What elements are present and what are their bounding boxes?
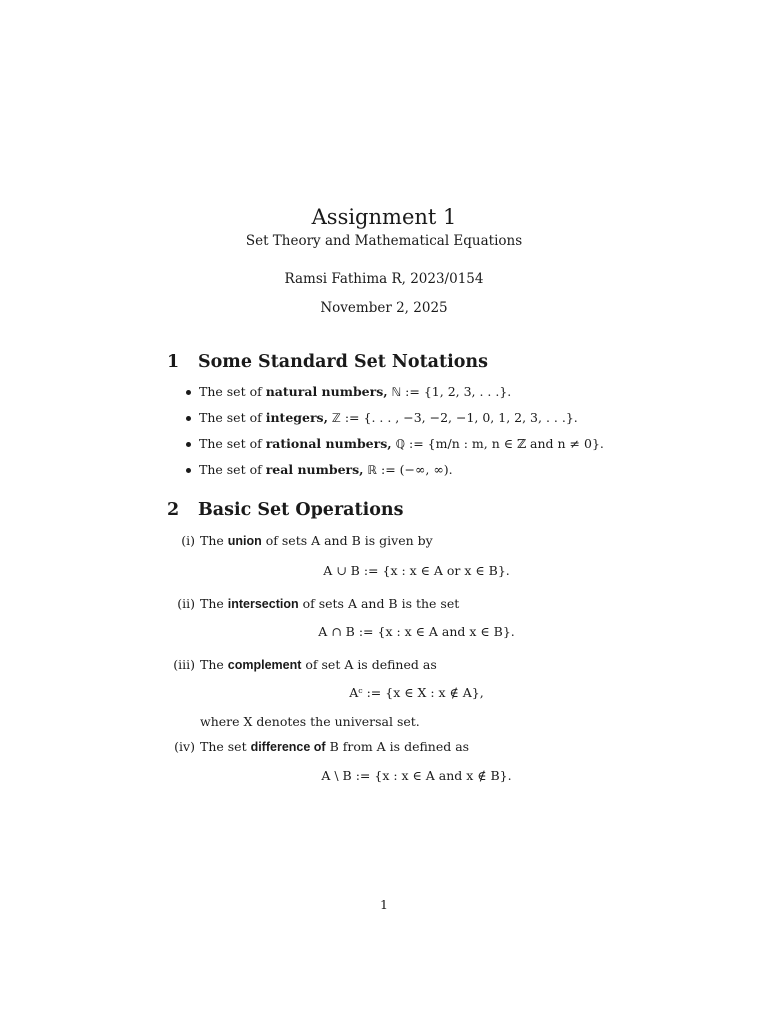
item-prefix: The set of	[199, 462, 266, 477]
item-expression: := {m/n : m, n ∈ ℤ and n ≠ 0}.	[405, 436, 604, 451]
item-label: (iii)	[173, 657, 195, 672]
document-date: November 2, 2025	[320, 300, 448, 316]
item-label: (ii)	[177, 596, 195, 611]
item-continuation	[167, 713, 627, 731]
item-suffix: of sets A and B is given by	[261, 533, 433, 548]
item-prefix: The	[200, 533, 228, 548]
page-number: 1	[380, 897, 388, 912]
bullet-icon	[186, 416, 191, 421]
item-prefix: The set of	[199, 384, 266, 399]
item-symbol: ℚ	[395, 437, 406, 451]
list-item	[186, 461, 604, 487]
display-equation	[167, 684, 627, 702]
item-term: complement	[227, 658, 302, 672]
document-subtitle: Set Theory and Mathematical Equations	[245, 233, 523, 249]
section-number: 1	[167, 352, 180, 372]
enumerated-item	[167, 656, 627, 674]
item-prefix: The	[200, 657, 228, 672]
item-suffix: of sets A and B is the set	[298, 596, 460, 611]
display-equation	[167, 767, 627, 785]
item-suffix: of set A is defined as	[301, 657, 437, 672]
item-expression: := {. . . , −3, −2, −1, 0, 1, 2, 3, . . .}.	[340, 410, 578, 425]
item-term: difference of	[250, 740, 326, 754]
section-heading	[167, 352, 488, 372]
list-item	[186, 409, 604, 435]
section-heading	[167, 500, 403, 520]
item-label: (iv)	[174, 739, 195, 754]
equation-text: A ∪ B := {x : x ∈ A or x ∈ B}.	[323, 563, 510, 578]
item-term: real numbers,	[265, 462, 364, 477]
item-term: natural numbers,	[265, 384, 388, 399]
item-expression: := (−∞, ∞).	[377, 462, 453, 477]
item-label: (i)	[181, 533, 195, 548]
item-prefix: The	[200, 596, 228, 611]
continuation-text: where X denotes the universal set.	[200, 714, 420, 729]
list-item	[186, 435, 604, 461]
enumerated-item	[167, 738, 627, 756]
equation-text: A ∩ B := {x : x ∈ A and x ∈ B}.	[318, 624, 515, 639]
item-term: integers,	[265, 410, 328, 425]
display-equation	[167, 623, 627, 641]
section-title: Basic Set Operations	[198, 500, 404, 520]
item-suffix: B from A is defined as	[325, 739, 470, 754]
display-equation	[167, 562, 627, 580]
equation-text: A \ B := {x : x ∈ A and x ∉ B}.	[321, 768, 512, 783]
item-symbol: ℕ	[391, 385, 402, 399]
bullet-icon	[186, 390, 191, 395]
item-symbol: ℤ	[331, 411, 341, 425]
document-title: Assignment 1	[311, 205, 457, 229]
item-term: union	[227, 534, 262, 548]
enumerated-item	[167, 595, 627, 613]
item-term: intersection	[227, 597, 299, 611]
equation-text: Aᶜ := {x ∈ X : x ∉ A},	[349, 685, 484, 700]
list-item	[186, 383, 604, 409]
item-prefix: The set of	[199, 436, 266, 451]
document-author: Ramsi Fathima R, 2023/0154	[284, 271, 484, 287]
item-prefix: The set of	[199, 410, 266, 425]
section-title: Some Standard Set Notations	[198, 352, 488, 372]
bullet-icon	[186, 468, 191, 473]
bullet-icon	[186, 442, 191, 447]
item-prefix: The set	[200, 739, 251, 754]
item-symbol: ℝ	[367, 463, 378, 477]
item-term: rational numbers,	[265, 436, 392, 451]
item-expression: := {1, 2, 3, . . .}.	[401, 384, 512, 399]
section-number: 2	[167, 500, 180, 520]
enumerated-item	[167, 532, 627, 550]
bullet-list	[186, 383, 604, 487]
